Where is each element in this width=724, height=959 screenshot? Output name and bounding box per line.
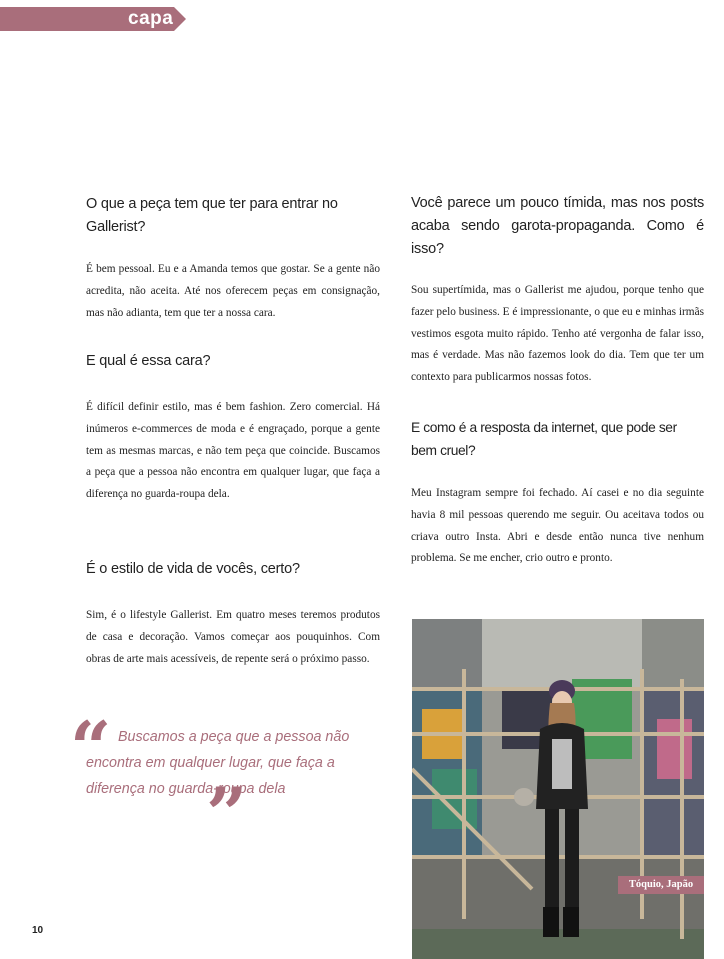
answer-internet: Meu Instagram sempre foi fechado. Aí casei e no dia seguinte havia 8 mil pessoas querendo me seguir. Ou aceitava todos ou criava outro Insta. Abri e desde então nunca tive nenhum problema. Se me encher, crio outro e pronto.	[411, 487, 704, 565]
question-gallerist-piece: O que a peça tem que ter para entrar no Gallerist?	[86, 196, 338, 235]
open-quote-mark: “	[70, 705, 112, 790]
street-photo-image	[412, 619, 704, 959]
left-column-q3	[86, 558, 380, 670]
answer-gallerist-piece: É bem pessoal. Eu e a Amanda temos que gostar. Se a gente não acredita, não aceita. Até nos oferecem peças em consignação, mas não adianta, tem que ter a nossa cara.	[86, 263, 380, 319]
section-tab-label: capa	[128, 8, 174, 29]
photo-caption: Tóquio, Japão	[618, 876, 704, 894]
question-internet: E como é a resposta da internet, que pode ser bem cruel?	[411, 420, 677, 458]
answer-shy: Sou supertímida, mas o Gallerist me ajudou, porque tenho que fazer pelo business. E é impressionante, o que eu e minhas irmãs vestimos esgota muito rápido. Tenho até vergonha de falar isso, mas é verdade. Mas não fazemos look do dia. Tem que ter um contexto para publicarmos nossas fotos.	[411, 284, 704, 384]
question-style: E qual é essa cara?	[86, 353, 211, 369]
close-quote-mark: ”	[206, 771, 248, 856]
pull-quote-body: Buscamos a peça que a pessoa não encontra em qualquer lugar, que faça a diferença no guarda-roupa dela	[86, 729, 350, 797]
question-lifestyle: É o estilo de vida de vocês, certo?	[86, 561, 300, 577]
answer-lifestyle: Sim, é o lifestyle Gallerist. Em quatro meses teremos produtos de casa e decoração. Vamos começar aos pouquinhos. Com obras de arte mais acessíveis, de repente será o próximo passo.	[86, 609, 380, 665]
street-photo	[412, 619, 704, 959]
left-column-q2	[86, 350, 380, 506]
right-column	[411, 192, 704, 389]
right-column-q2	[411, 416, 704, 570]
answer-style: É difícil definir estilo, mas é bem fashion. Zero comercial. Há inúmeros e-commerces de moda e é engraçado, porque a gente tem as mesmas marcas, e não tem peça que coincide. Buscamos a peça que a pessoa não encontra em qualquer lugar, que faça a diferença no guarda-roupa dela.	[86, 401, 380, 501]
question-shy: Você parece um pouco tímida, mas nos posts acaba sendo garota-propaganda. Como é isso?	[411, 195, 704, 257]
left-column	[86, 193, 380, 324]
page-number: 10	[32, 925, 44, 936]
section-tab	[0, 7, 186, 31]
